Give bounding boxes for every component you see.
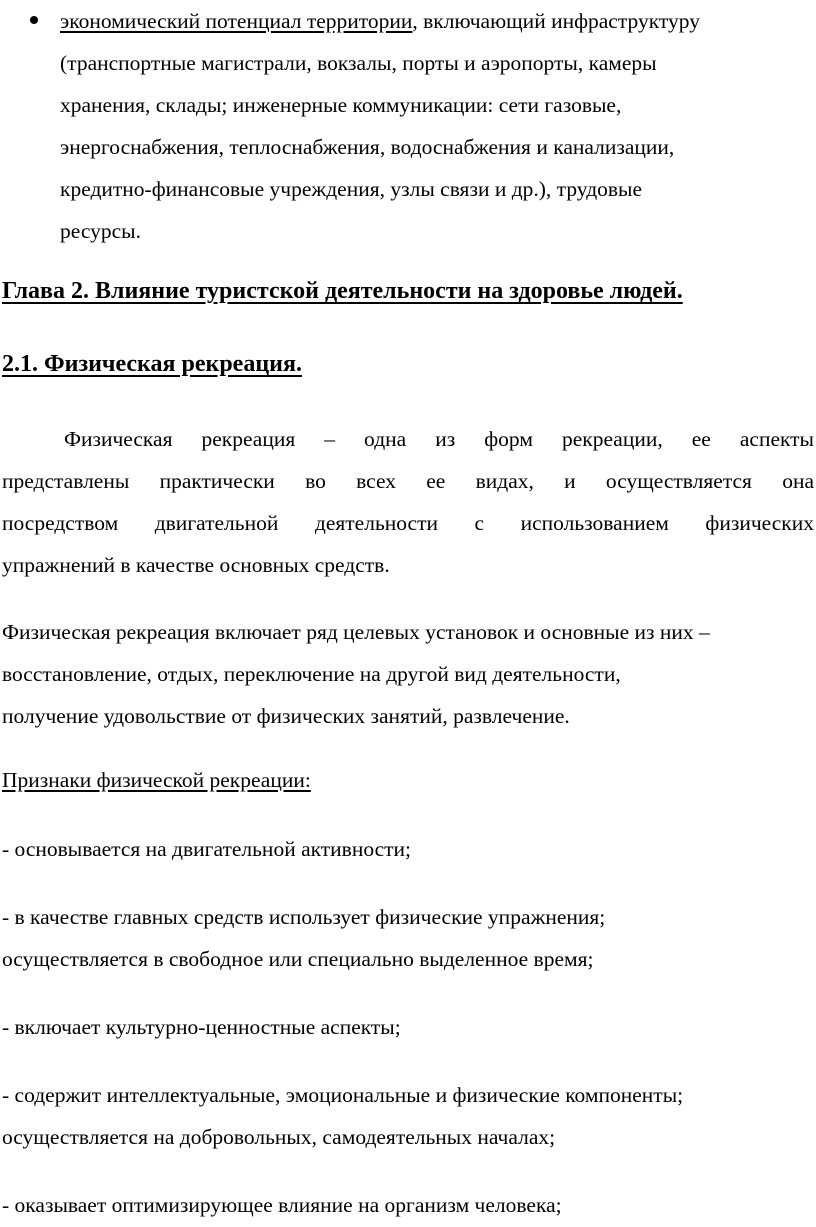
paragraph-physical-recreation <box>2 418 814 586</box>
bullet-line: кредитно-финансовые учреждения, узлы связи и др.), трудовые <box>60 177 643 201</box>
paragraph-line: посредством двигательной деятельности с использованием физических <box>2 511 814 535</box>
bullet-line: энергоснабжения, теплоснабжения, водоснабжения и канализации, <box>60 135 675 159</box>
paragraph-line: получение удовольствие от физических занятий, развлечение. <box>2 704 570 728</box>
chapter-heading: Глава 2. Влияние туристской деятельности на здоровье людей. <box>2 278 683 304</box>
paragraph-line: Физическая рекреация – одна из форм рекреации, ее аспекты <box>64 427 814 451</box>
paragraph-line: упражнений в качестве основных средств. <box>2 553 390 577</box>
sign-item: - содержит интеллектуальные, эмоциональные и физические компоненты; <box>2 1083 684 1107</box>
sign-item: осуществляется на добровольных, самодеятельных началах; <box>2 1125 556 1149</box>
sign-item: - включает культурно-ценностные аспекты; <box>2 1015 401 1039</box>
bullet-line: ресурсы. <box>60 219 141 243</box>
paragraph-goals <box>2 611 814 737</box>
sign-item: - в качестве главных средств использует физические упражнения; <box>2 905 606 929</box>
sign-item: осуществляется в свободное или специально выделенное время; <box>2 947 594 971</box>
section-heading: 2.1. Физическая рекреация. <box>2 351 302 377</box>
bullet-line: (транспортные магистрали, вокзалы, порты и аэропорты, камеры <box>60 51 657 75</box>
sign-item: - основывается на двигательной активности; <box>2 837 412 861</box>
paragraph-line: представлены практически во всех ее видах, и осуществляется она <box>2 469 814 493</box>
paragraph-line: Физическая рекреация включает ряд целевых установок и основные из них – <box>2 620 710 644</box>
sign-item: - оказывает оптимизирующее влияние на организм человека; <box>2 1193 562 1217</box>
signs-title: Признаки физической рекреации: <box>2 768 311 792</box>
bullet-line: хранения, склады; инженерные коммуникации: сети газовые, <box>60 93 622 117</box>
bullet-lead-text: экономический потенциал территории <box>60 9 413 33</box>
bullet-text <box>60 0 805 252</box>
bullet-dot-icon <box>30 16 38 24</box>
paragraph-line: восстановление, отдых, переключение на другой вид деятельности, <box>2 662 621 686</box>
bullet-line-1 <box>60 0 805 42</box>
bullet-first-rest: , включающий инфраструктуру <box>412 9 700 33</box>
